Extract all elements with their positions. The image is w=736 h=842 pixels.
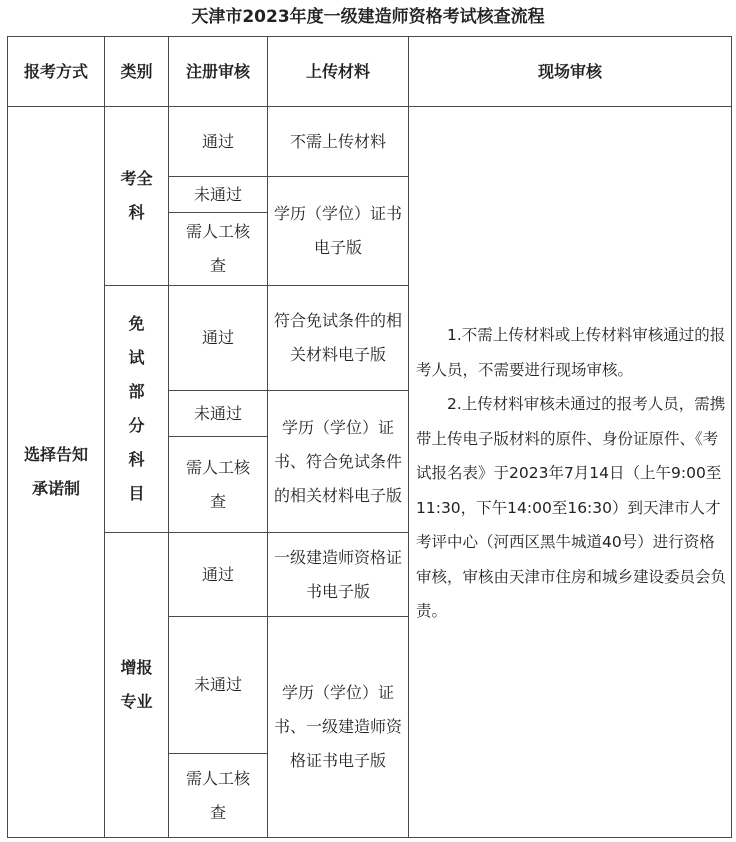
category-cell: 考全科 bbox=[120, 169, 153, 222]
upload-materials-cell: 不需上传材料 bbox=[289, 131, 386, 151]
upload-materials-cell: 符合免试条件的相关材料电子版 bbox=[274, 311, 403, 364]
header-registration-review: 注册审核 bbox=[185, 61, 250, 81]
review-result-cell: 需人工核查 bbox=[185, 457, 250, 511]
category-cell: 增报专业 bbox=[120, 658, 153, 711]
review-result-cell: 未通过 bbox=[193, 675, 242, 694]
onsite-note: 1.不需上传材料或上传材料审核通过的报考人员，不需要进行现场审核。 bbox=[416, 326, 726, 379]
method-cell: 选择告知承诺制 bbox=[23, 445, 88, 498]
onsite-review-notes bbox=[416, 318, 728, 629]
review-result-cell: 通过 bbox=[201, 131, 234, 151]
review-result-cell: 未通过 bbox=[193, 184, 242, 204]
category-cell: 免试部分科目 bbox=[128, 314, 145, 503]
header-onsite-review: 现场审核 bbox=[537, 61, 602, 81]
upload-materials-cell: 学历（学位）证书电子版 bbox=[274, 204, 403, 257]
header-category: 类别 bbox=[120, 61, 153, 81]
review-result-cell: 需人工核查 bbox=[185, 222, 250, 275]
header-method: 报考方式 bbox=[23, 61, 88, 81]
upload-materials-cell: 学历（学位）证书、符合免试条件的相关材料电子版 bbox=[274, 417, 403, 505]
upload-materials-cell: 学历（学位）证书、一级建造师资格证书电子版 bbox=[274, 683, 403, 770]
upload-materials-cell: 一级建造师资格证书电子版 bbox=[274, 547, 403, 601]
onsite-note: 2.上传材料审核未通过的报考人员，需携带上传电子版材料的原件、身份证原件、《考试报名表》于2023年7月14日（上午9:00至11:30，下午14:00至16:30）到天津市人才考评中心（河西区黑牛城道40号）进行资格审核，审核由天津市住房和城乡建设委员会负责。 bbox=[416, 395, 727, 620]
table-border-right bbox=[731, 36, 732, 837]
table-border-bottom bbox=[7, 837, 732, 838]
review-result-cell: 未通过 bbox=[193, 403, 242, 423]
review-result-cell: 需人工核查 bbox=[185, 768, 250, 822]
review-result-cell: 通过 bbox=[201, 564, 234, 584]
page-title: 天津市2023年度一级建造师资格考试核查流程 bbox=[191, 7, 545, 27]
header-upload-materials: 上传材料 bbox=[305, 61, 370, 81]
review-result-cell: 通过 bbox=[201, 328, 234, 347]
col-divider-4 bbox=[408, 36, 409, 837]
